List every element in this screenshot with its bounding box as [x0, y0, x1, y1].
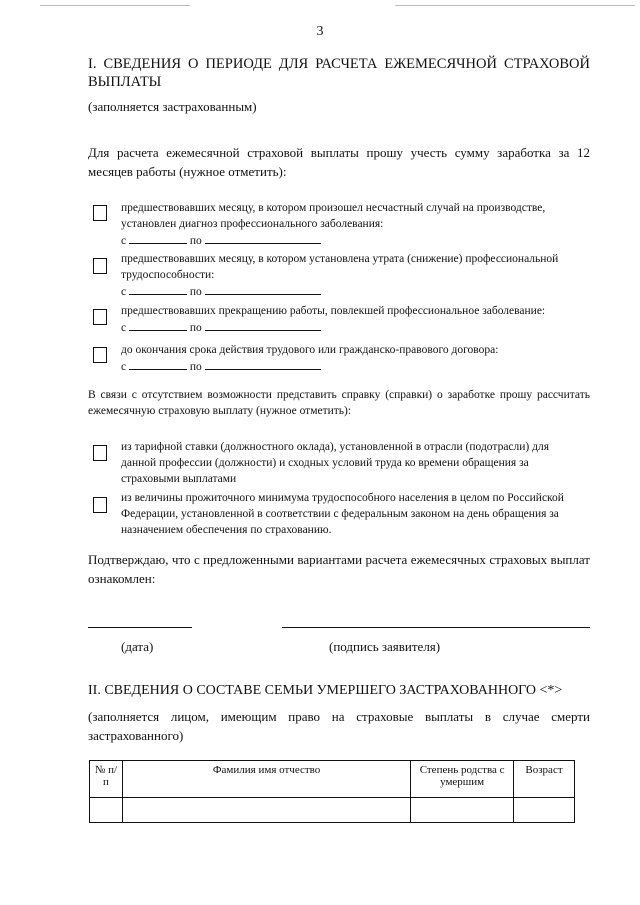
section1-heading-line1: I. СВЕДЕНИЯ О ПЕРИОДЕ ДЛЯ РАСЧЕТА ЕЖЕМЕСЯЧНОЙ СТРАХОВОЙ: [88, 56, 590, 72]
period-option-1-checkbox[interactable]: [93, 205, 107, 221]
date-from-label: с: [121, 235, 127, 247]
date-to-field[interactable]: [205, 359, 321, 370]
date-caption: (дата): [121, 639, 154, 654]
date-to-label: по: [189, 361, 202, 373]
date-from-field[interactable]: [129, 284, 187, 295]
period-option-3-checkbox[interactable]: [93, 309, 107, 325]
table-cell-relationship[interactable]: [411, 798, 514, 823]
calc-option-1: [121, 439, 569, 487]
period-option-2: [121, 251, 589, 300]
period-option-3-dates: [121, 320, 589, 336]
top-edge-line-right: [395, 5, 635, 6]
table-row: [90, 798, 575, 823]
section2-note: (заполняется лицом, имеющим право на страховые выплаты в случае смерти застрахованного): [88, 709, 590, 743]
period-option-2-text: предшествовавших месяцу, в котором установлена утрата (снижение) профессиональной трудоспособности:: [121, 253, 559, 281]
column-header-age: Возраст: [514, 761, 575, 798]
date-from-label: с: [121, 361, 127, 373]
period-option-3: [121, 303, 589, 336]
section2-heading: II. СВЕДЕНИЯ О СОСТАВЕ СЕМЬИ УМЕРШЕГО ЗАСТРАХОВАННОГО <*>: [88, 683, 563, 698]
date-to-label: по: [189, 322, 202, 334]
date-to-label: по: [189, 235, 202, 247]
confirm-text: Подтверждаю, что с предложенными вариантами расчета ежемесячных страховых выплат ознакомлен:: [88, 552, 590, 586]
section1-note: (заполняется застрахованным): [88, 99, 257, 114]
date-from-label: с: [121, 322, 127, 334]
period-option-4: [121, 342, 589, 375]
no-certificate-text: В связи с отсутствием возможности представить справку (справки) о заработке прошу рассчитать ежемесячную страховую выплату (нужное отметить):: [88, 389, 590, 417]
table-cell-age[interactable]: [514, 798, 575, 823]
table-header-row: [90, 761, 575, 798]
calc-option-2-text: из величины прожиточного минимума трудоспособного населения в целом по Российской Федерации, установленной в соответствии с федеральным законом на день обращения за назначением обеспечения по страхованию.: [121, 492, 564, 536]
period-option-2-checkbox[interactable]: [93, 258, 107, 274]
calc-option-1-text: из тарифной ставки (должностного оклада), установленной в отрасли (подотрасли) для данной профессии (должности) и сходных условий труда ко времени обращения за страховыми выплатами: [121, 441, 549, 485]
period-intro: Для расчета ежемесячной страховой выплаты прошу учесть сумму заработка за 12 месяцев работы (нужное отметить):: [88, 145, 590, 179]
date-from-label: с: [121, 286, 127, 298]
table-cell-number[interactable]: [90, 798, 123, 823]
period-option-1-text: предшествовавших месяцу, в котором произошел несчастный случай на производстве, установлен диагноз профессионального заболевания:: [121, 202, 546, 230]
calc-option-1-checkbox[interactable]: [93, 445, 107, 461]
column-header-full-name: Фамилия имя отчество: [122, 761, 410, 798]
date-from-field[interactable]: [129, 233, 187, 244]
signature-caption: (подпись заявителя): [329, 639, 441, 654]
period-option-3-text: предшествовавших прекращению работы, повлекшей профессиональное заболевание:: [121, 305, 546, 317]
date-to-field[interactable]: [205, 320, 321, 331]
date-to-field[interactable]: [205, 233, 321, 244]
date-from-field[interactable]: [129, 320, 187, 331]
date-to-label: по: [189, 286, 202, 298]
applicant-signature-line[interactable]: [282, 627, 590, 628]
date-signature-line[interactable]: [88, 627, 192, 628]
period-option-4-checkbox[interactable]: [93, 347, 107, 363]
date-from-field[interactable]: [129, 359, 187, 370]
date-to-field[interactable]: [205, 284, 321, 295]
column-header-relationship: Степень родства с умершим: [411, 761, 514, 798]
calc-option-2-checkbox[interactable]: [93, 497, 107, 513]
period-option-4-text: до окончания срока действия трудового или гражданско-правового договора:: [121, 344, 499, 356]
period-option-1-dates: [121, 233, 589, 249]
calc-option-2: [121, 490, 569, 538]
period-option-2-dates: [121, 284, 589, 300]
column-header-number: № п/п: [90, 761, 123, 798]
section1-heading-line2: ВЫПЛАТЫ: [88, 74, 162, 90]
top-edge-line-left: [40, 5, 190, 6]
page-number: 3: [316, 24, 324, 39]
period-option-1: [121, 200, 589, 249]
period-option-4-dates: [121, 359, 589, 375]
table-cell-full-name[interactable]: [122, 798, 410, 823]
family-table: [89, 760, 575, 823]
